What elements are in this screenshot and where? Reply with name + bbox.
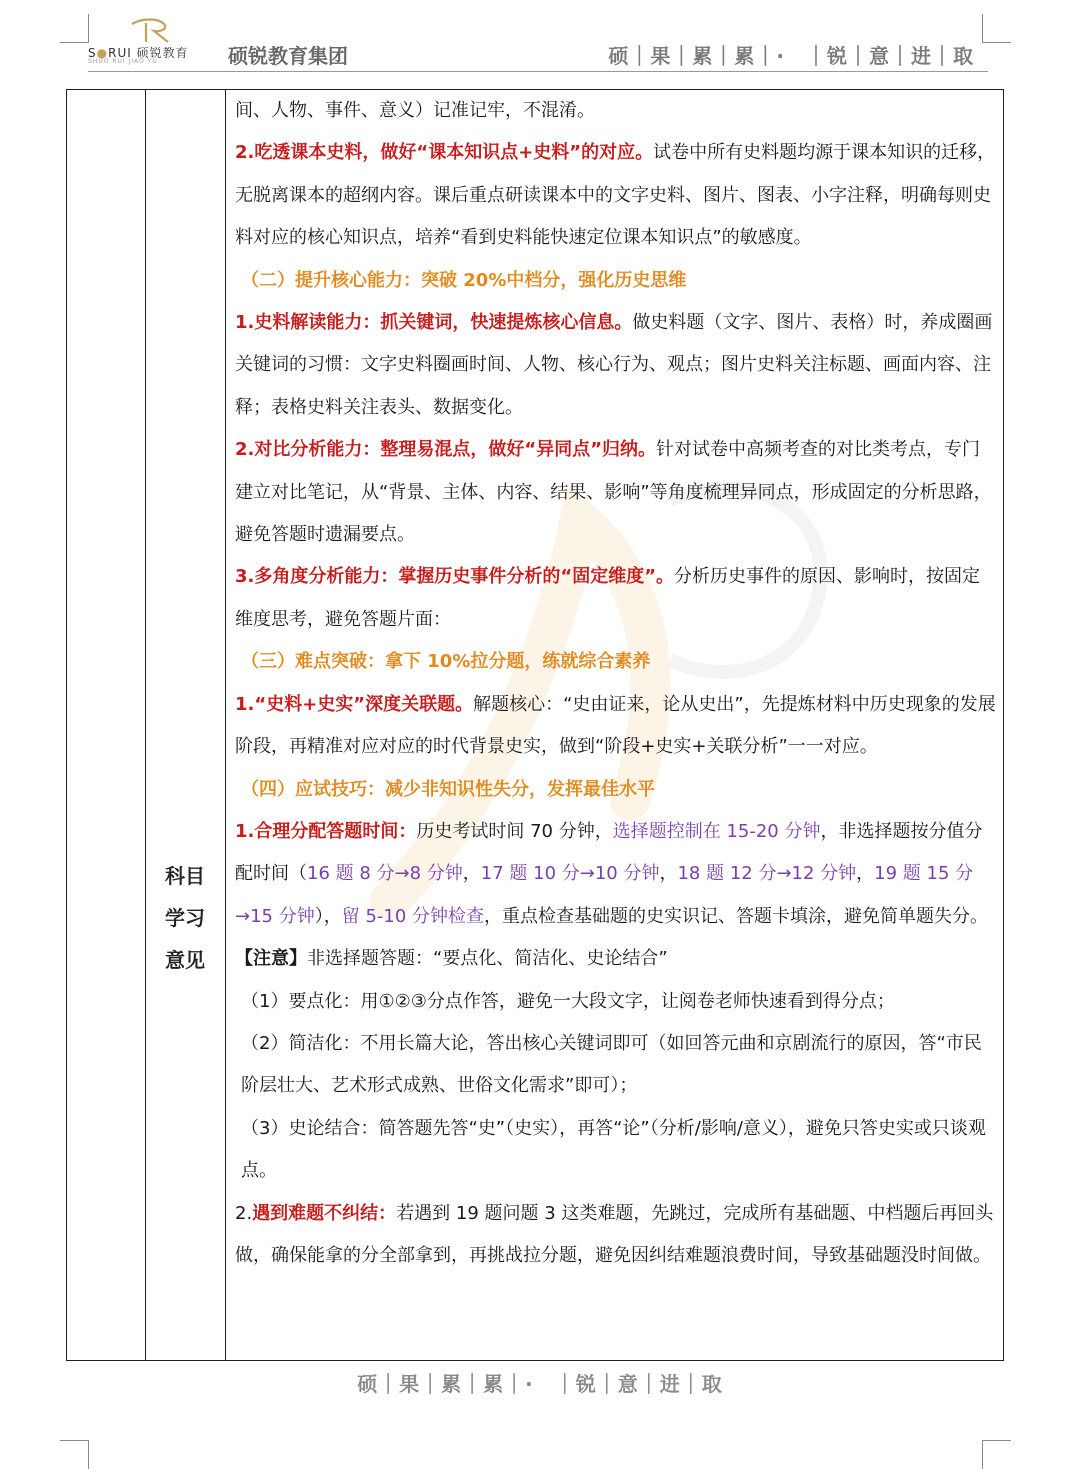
paragraph-source-fact: 1.“史料+史实”深度关联题。解题核心：“史由证来，论从史出”，先提炼材料中历史现象的发展阶段，再精准对应对应的时代背景史实，做到“阶段+史实+关联分析”一一对应。	[235, 693, 996, 758]
page-header	[88, 18, 988, 70]
footer-motto: 硕｜果｜累｜累｜· ｜锐｜意｜进｜取	[357, 1372, 723, 1396]
paragraph-heading: 2.对比分析能力：整理易混点，做好“异同点”归纳。	[235, 439, 657, 461]
paragraph-heading: 1.“史料+史实”深度关联题。	[235, 693, 474, 715]
logo-subtitle: SHUO RUI JIAO YU	[88, 58, 158, 65]
section-title-core-ability: （二）提升核心能力：突破 20%中档分，强化历史思维	[241, 269, 687, 291]
subject-advice-label: 科目 学习 意见	[165, 864, 205, 972]
study-advice-table	[66, 89, 1004, 1361]
crop-mark-bottom-right	[982, 1440, 1011, 1469]
paragraph-heading: 2.吃透课本史料，做好“课本知识点+史料”的对应。	[235, 142, 654, 164]
paragraph-heading: 遇到难题不纠结：	[252, 1202, 397, 1224]
paragraph-textbook-sources: 2.吃透课本史料，做好“课本知识点+史料”的对应。试卷中所有史料题均源于课本知识的迁移，无脱离课本的超纲内容。课后重点研读课本中的文字史料、图片、图表、小字注释，明确每则史料对应的核心知识点，培养“看到史料能快速定位课本知识点”的敏感度。	[235, 142, 996, 249]
note-item: （3）史论结合：简答题先答“史”（史实），再答“论”（分析/影响/意义），避免只答史实或只谈观点。	[241, 1117, 986, 1182]
note-item: （2）简洁化：不用长篇大论，答出核心关键词即可（如回答元曲和京剧流行的原因，答“市民阶层壮大、艺术形式成熟、世俗文化需求”即可）；	[241, 1032, 982, 1097]
paragraph-heading: 3.多角度分析能力：掌握历史事件分析的“固定维度”。	[235, 566, 675, 588]
paragraph-multi-angle: 3.多角度分析能力：掌握历史事件分析的“固定维度”。分析历史事件的原因、影响时，按固定维度思考，避免答题片面：	[235, 566, 981, 630]
paragraph-time-allocation: 1.合理分配答题时间：历史考试时间 70 分钟，选择题控制在 15-20 分钟，非选择题按分值分配时间（16 题 8 分→8 分钟，17 题 10 分→10 分钟，18 题 12 分→12 分钟，19 题 15 分→15 分钟），留 5-10 分钟检查，重点检查基础题的史实识记、答题卡填涂，避免简单题失分。	[235, 820, 989, 927]
logo-wordmark: S●RUI 硕锐教育	[88, 46, 189, 60]
section-title-difficult-points: （三）难点突破：拿下 10%拉分题，练就综合素养	[241, 651, 651, 673]
paragraph-heading: 1.史料解读能力：抓关键词，快速提炼核心信息。	[235, 312, 633, 334]
header-divider	[88, 71, 988, 72]
note-item: （1）要点化：用①②③分点作答，避免一大段文字，让阅卷老师快速看到得分点；	[241, 990, 895, 1012]
advice-content	[235, 90, 997, 1277]
note-heading: 【注意】非选择题答题：“要点化、简洁化、史论结合”	[235, 948, 668, 970]
table-column-divider	[145, 90, 146, 1360]
table-column-divider	[225, 90, 226, 1360]
section-title-exam-skills: （四）应试技巧：减少非知识性失分，发挥最佳水平	[241, 778, 655, 800]
paragraph-comparison: 2.对比分析能力：整理易混点，做好“异同点”归纳。针对试卷中高频考查的对比类考点，专门建立对比笔记，从“背景、主体、内容、结果、影响”等角度梳理异同点，形成固定的分析思路，避免答题时遗漏要点。	[235, 439, 992, 546]
paragraph-heading: 1.合理分配答题时间：	[235, 820, 417, 842]
group-name: 硕锐教育集团	[228, 44, 348, 68]
logo-mark-icon	[124, 18, 184, 44]
crop-mark-bottom-left	[60, 1440, 89, 1469]
paragraph-difficult-questions: 2.遇到难题不纠结：若遇到 19 题问题 3 这类难题，先跳过，完成所有基础题、中档题后再回头做，确保能拿的分全部拿到，再挑战拉分题，避免因纠结难题浪费时间，导致基础题没时间做。	[235, 1202, 994, 1266]
header-motto: 硕｜果｜累｜累｜· ｜锐｜意｜进｜取	[608, 44, 974, 68]
paragraph-source-reading: 1.史料解读能力：抓关键词，快速提炼核心信息。做史料题（文字、图片、表格）时，养成圈画关键词的习惯：文字史料圈画时间、人物、核心行为、观点；图片史料关注标题、画面内容、注释；表格史料关注表头、数据变化。	[235, 312, 993, 418]
paragraph-continued: 间、人物、事件、意义）记准记牢，不混淆。	[235, 100, 595, 121]
brand-logo	[88, 18, 223, 70]
crop-mark-top-left	[60, 14, 89, 43]
